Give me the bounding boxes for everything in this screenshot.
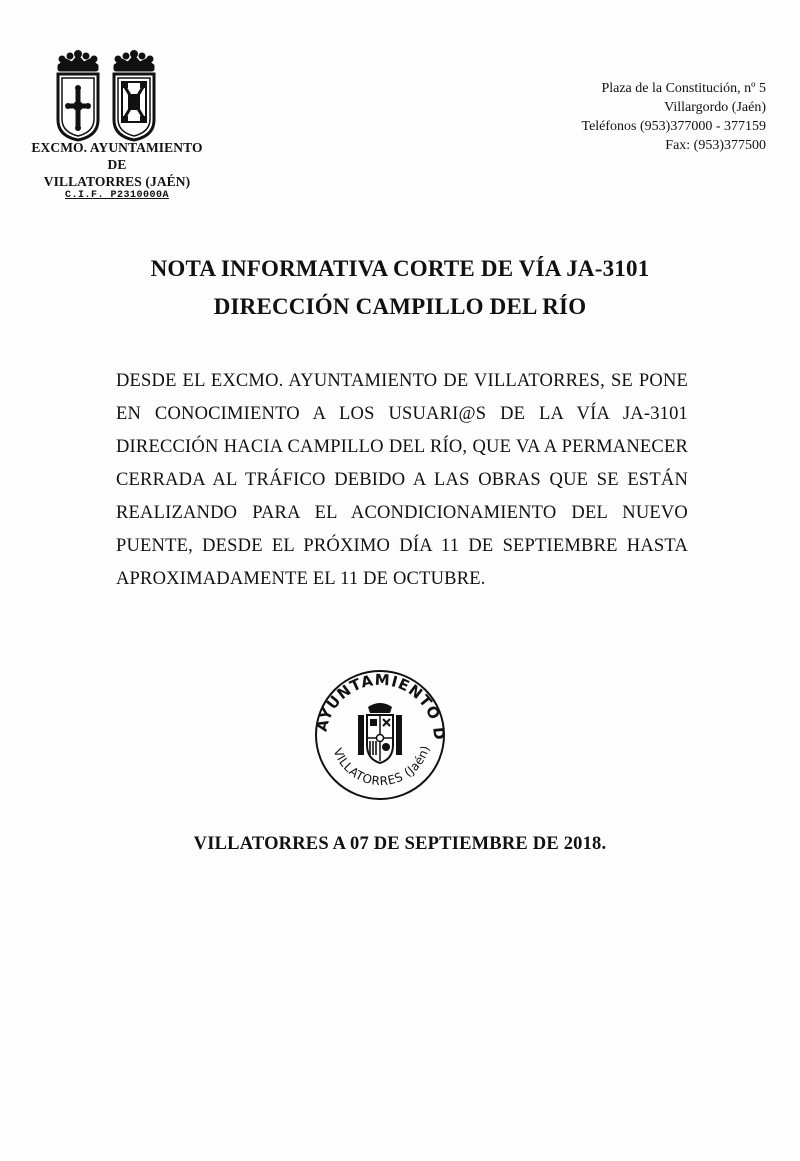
notice-body: DESDE EL EXCMO. AYUNTAMIENTO DE VILLATORRES, SE PONE EN CONOCIMIENTO A LOS USUARI@S DE LA VÍA JA-3101 DIRECCIÓN HACIA CAMPILLO DEL RÍO, QUE VA A PERMANECER CERRADA AL TRÁFICO DEBIDO A LAS OBRAS QUE SE ESTÁN REALIZANDO PARA EL ACONDICIONAMIENTO DEL NUEVO PUENTE, DESDE EL PRÓXIMO DÍA 11 DE SEPTIEMBRE HASTA APROXIMADAMENTE EL 11 DE OCTUBRE. <box>116 371 688 589</box>
address-fax: Fax: (953)377500 <box>665 138 766 153</box>
org-name-line-2: DE <box>107 157 127 172</box>
org-name-line-1: EXCMO. AYUNTAMIENTO <box>31 140 203 155</box>
municipal-seal-stamp <box>312 663 447 803</box>
coats-of-arms-logo <box>52 50 164 142</box>
org-name-line-3: VILLATORRES (JAÉN) <box>43 174 191 189</box>
notice-title-line-2: DIRECCIÓN CAMPILLO DEL RÍO <box>213 294 587 319</box>
address-phones: Teléfonos (953)377000 - 377159 <box>581 119 766 134</box>
left-crown-icon <box>58 51 98 72</box>
spain-coat-of-arms-icon <box>358 703 402 763</box>
seal-text-bottom: VILLATORRES (Jaén) <box>330 743 433 789</box>
address-town: Villargordo (Jaén) <box>664 100 766 115</box>
notice-title-line-1: NOTA INFORMATIVA CORTE DE VÍA JA-3101 <box>150 256 650 281</box>
seal-text-top: AYUNTAMIENTO D <box>312 670 447 742</box>
cif-number: C.I.F. P2310000A <box>64 190 169 201</box>
right-crown-icon <box>114 51 154 72</box>
organization-name-block <box>22 139 212 202</box>
address-block <box>506 79 766 155</box>
left-shield-icon <box>58 74 98 140</box>
address-street: Plaza de la Constitución, nº 5 <box>601 81 766 96</box>
signing-date-line: VILLATORRES A 07 DE SEPTIEMBRE DE 2018. <box>193 834 607 854</box>
right-shield-icon <box>114 74 154 140</box>
notice-title <box>0 250 800 326</box>
